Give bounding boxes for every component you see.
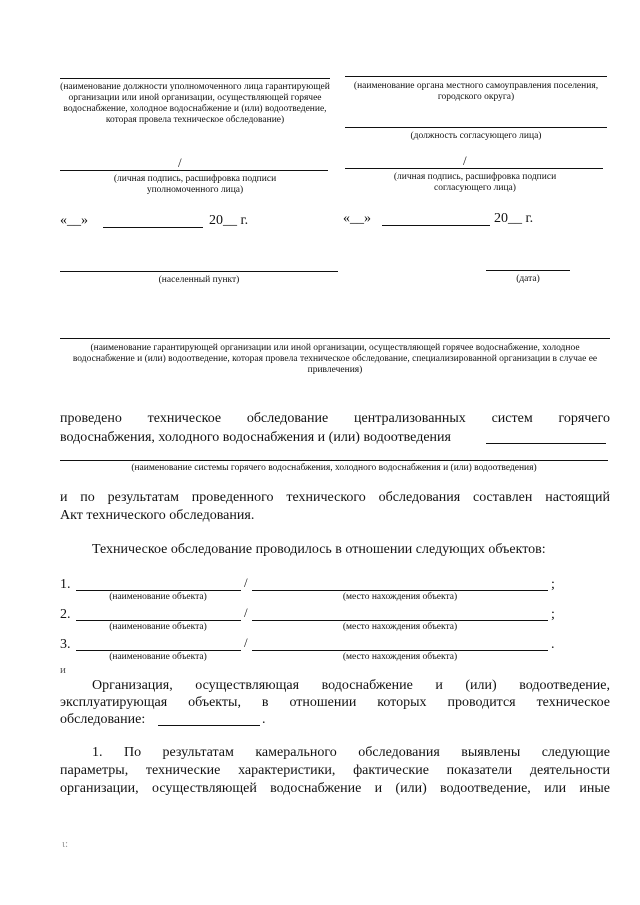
- settlement-caption: (населенный пункт): [158, 275, 240, 285]
- object-2-slash: /: [244, 605, 248, 620]
- right-date-line: [382, 225, 490, 226]
- object-2-place-line: [252, 620, 548, 621]
- paragraph-4-line-1: Организация, осуществляющая водоснабжение и (или) водоотведение,: [92, 678, 610, 693]
- paragraph-4-line-2: эксплуатирующая объекты, в отношении которых проводится техническое: [60, 695, 610, 710]
- paragraph-5-line-1: 1. По результатам камерального обследования выявлены следующие: [92, 745, 610, 760]
- object-1-number: 1.: [60, 577, 71, 592]
- object-1-slash: /: [244, 575, 248, 590]
- object-3-slash: /: [244, 635, 248, 650]
- right-date-year: 20__ г.: [494, 211, 534, 226]
- organization-line: [60, 338, 610, 339]
- object-2-name-caption: (наименование объекта): [109, 622, 207, 632]
- paragraph-1-line-2: водоснабжения, холодного водоснабжения и (или) водоотведения: [60, 430, 451, 445]
- paragraph-2-line-2: Акт технического обследования.: [60, 508, 255, 523]
- object-1-name-caption: (наименование объекта): [109, 592, 207, 602]
- right-position-line: [345, 127, 607, 128]
- object-1-name-line: [76, 590, 241, 591]
- left-signature-caption: (личная подпись, расшифровка подписи уполномоченного лица): [113, 174, 277, 195]
- object-3-name-line: [76, 650, 241, 651]
- paragraph-1-line-1: проведено техническое обследование централизованных систем горячего: [60, 411, 610, 426]
- right-authority-line: [345, 76, 607, 77]
- paragraph-5-line-3: организации, осуществляющей водоснабжение и (или) водоотведение, или иные: [60, 781, 610, 796]
- object-3-end: .: [551, 637, 555, 652]
- paragraph-5-line-2: параметры, технические характеристики, фактические показатели деятельности: [60, 763, 610, 778]
- right-signature-caption: (личная подпись, расшифровка подписи согласующего лица): [393, 172, 557, 193]
- organization-caption: (наименование гарантирующей организации или иной организации, осуществляющей горячее водоснабжение, холодное водоснабжение и (или) водоотведение, которая провела техническое обследование, специализированной организации в случае ее привлечения): [72, 343, 598, 375]
- object-1-place-line: [252, 590, 548, 591]
- object-3-place-caption: (место нахождения объекта): [342, 652, 458, 662]
- right-signature-line: [345, 168, 603, 169]
- object-3-name-caption: (наименование объекта): [109, 652, 207, 662]
- left-position-caption: (наименование должности уполномоченного лица гарантирующей организации или иной организации, осуществляющей горячее водоснабжение, холодное водоснабжение и (или) водоотведение, которая провела техническое обследование): [60, 82, 330, 125]
- left-signature-slash: /: [178, 155, 182, 170]
- paragraph-4-end: .: [262, 712, 266, 727]
- operator-line: [158, 725, 260, 726]
- right-signature-slash: /: [463, 153, 467, 168]
- object-3-place-line: [252, 650, 548, 651]
- left-position-line: [60, 78, 330, 79]
- object-1-place-caption: (место нахождения объекта): [342, 592, 458, 602]
- object-3-number: 3.: [60, 637, 71, 652]
- left-signature-line: [60, 170, 328, 171]
- object-2-number: 2.: [60, 607, 71, 622]
- system-inline-line: [486, 443, 606, 444]
- left-date-year: 20__ г.: [209, 213, 249, 228]
- date-line: [486, 270, 570, 271]
- right-position-caption: (должность согласующего лица): [410, 131, 542, 141]
- left-date-open: «__»: [60, 213, 88, 228]
- left-date-line: [103, 227, 203, 228]
- right-authority-caption: (наименование органа местного самоуправления поселения, городского округа): [353, 81, 599, 102]
- paragraph-3: Техническое обследование проводилось в отношении следующих объектов:: [92, 542, 546, 557]
- right-date-open: «__»: [343, 211, 371, 226]
- settlement-line: [60, 271, 338, 272]
- paragraph-4-line-3: обследование:: [60, 712, 146, 727]
- date-caption: (дата): [516, 274, 540, 284]
- object-2-name-line: [76, 620, 241, 621]
- object-1-end: ;: [551, 577, 555, 592]
- object-2-place-caption: (место нахождения объекта): [342, 622, 458, 632]
- scan-mark-1: и: [60, 664, 66, 676]
- object-2-end: ;: [551, 607, 555, 622]
- system-line: [60, 460, 608, 461]
- scan-mark-2: ι:: [62, 838, 69, 850]
- system-caption: (наименование системы горячего водоснабжения, холодного водоснабжения и (или) водоотведения): [131, 463, 537, 473]
- paragraph-2-line-1: и по результатам проведенного технического обследования составлен настоящий: [60, 490, 610, 505]
